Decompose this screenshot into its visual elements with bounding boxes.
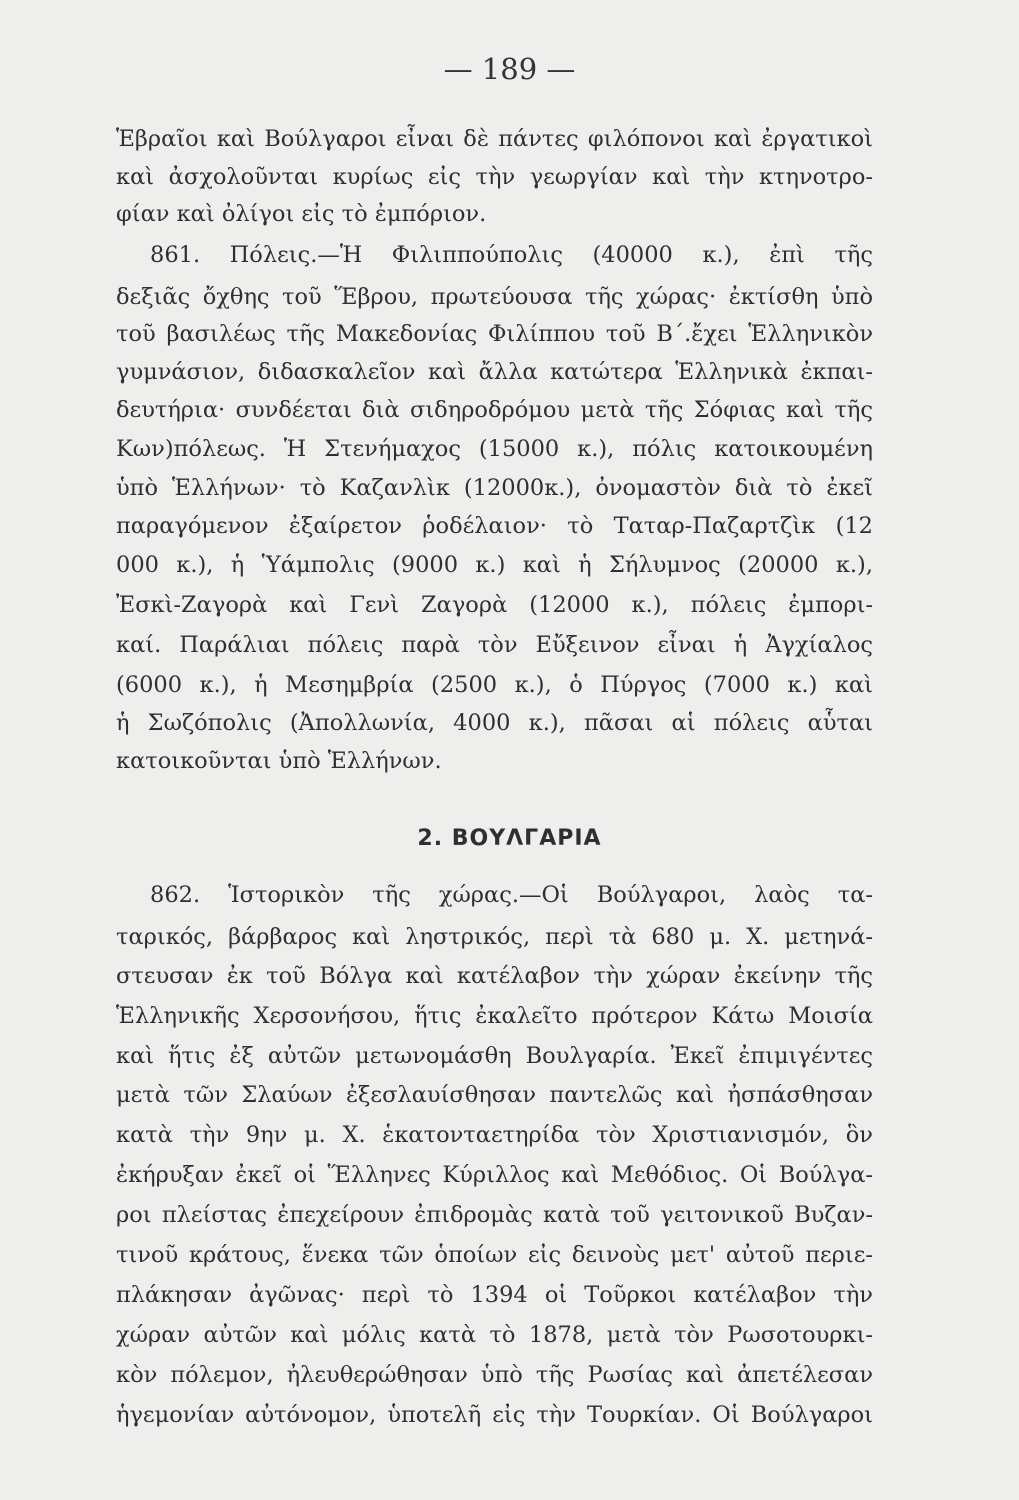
text-line: καὶ ἀσχολοῦνται κυρίως εἰς τὴν γεωργίαν καὶ τὴν κτηνοτρο- [116, 164, 873, 190]
text-line: ἡγεμονίαν αὐτόνομον, ὑποτελῆ εἰς τὴν Τουρκίαν. Οἱ Βούλγαροι [116, 1402, 873, 1428]
text-line: τοῦ βασιλέως τῆς Μακεδονίας Φιλίππου τοῦ Β΄.ἔχει Ἑλληνικὸν [116, 321, 873, 347]
text-line: δευτήρια· συνδέεται διὰ σιδηροδρόμου μετὰ τῆς Σόφιας καὶ τῆς [116, 397, 873, 423]
text-line: Ἑβραῖοι καὶ Βούλγαροι εἶναι δὲ πάντες φιλόπονοι καὶ ἐργατικοὶ [116, 126, 873, 152]
text-line: φίαν καὶ ὀλίγοι εἰς τὸ ἐμπόριον. [116, 201, 487, 227]
text-line: Κων)πόλεως. Ἡ Στενήμαχος (15000 κ.), πόλις κατοικουμένη [116, 436, 873, 462]
paragraph-862-first-line: 862. Ἱστορικὸν τῆς χώρας.—Οἱ Βούλγαροι, λαὸς τα- [150, 882, 873, 908]
text-line: στευσαν ἐκ τοῦ Βόλγα καὶ κατέλαβον τὴν χώραν ἐκείνην τῆς [116, 963, 873, 989]
section-heading: 2. ΒΟΥΛΓΑΡΙΑ [417, 826, 602, 851]
text-line: ροι πλείστας ἐπεχείρουν ἐπιδρομὰς κατὰ τοῦ γειτονικοῦ Βυζαν- [116, 1202, 873, 1228]
text-line: κὸν πόλεμον, ἠλευθερώθησαν ὑπὸ τῆς Ρωσίας καὶ ἀπετέλεσαν [116, 1362, 873, 1388]
text-line: (6000 κ.), ἡ Μεσημβρία (2500 κ.), ὁ Πύργος (7000 κ.) καὶ [116, 672, 873, 698]
text-line: κατοικοῦνται ὑπὸ Ἑλλήνων. [116, 748, 442, 774]
text-line: ὑπὸ Ἑλλήνων· τὸ Καζανλὶκ (12000κ.), ὀνομαστὸν διὰ τὸ ἐκεῖ [116, 475, 873, 501]
text-line: δεξιᾶς ὄχθης τοῦ Ἕβρου, πρωτεύουσα τῆς χώρας· ἐκτίσθη ὑπὸ [116, 284, 873, 310]
text-line: καί. Παράλιαι πόλεις παρὰ τὸν Εὔξεινον εἶναι ἡ Ἀγχίαλος [116, 632, 873, 658]
text-line: ἐκήρυξαν ἐκεῖ οἱ Ἕλληνες Κύριλλος καὶ Μεθόδιος. Οἱ Βούλγα- [116, 1162, 873, 1188]
text-line: Ἐσκὶ-Ζαγορὰ καὶ Γενὶ Ζαγορὰ (12000 κ.), πόλεις ἐμπορι- [116, 592, 873, 618]
text-line: 000 κ.), ἡ Ὑάμπολις (9000 κ.) καὶ ἡ Σήλυμνος (20000 κ.), [116, 552, 873, 578]
text-line: παραγόμενον ἐξαίρετον ῥοδέλαιον· τὸ Ταταρ-Παζαρτζὶκ (12 [116, 513, 873, 539]
text-line: καὶ ἥτις ἐξ αὐτῶν μετωνομάσθη Βουλγαρία. Ἐκεῖ ἐπιμιγέντες [116, 1043, 873, 1069]
text-line: τινοῦ κράτους, ἕνεκα τῶν ὁποίων εἰς δεινοὺς μετ' αὐτοῦ περιε- [116, 1242, 873, 1268]
text-line: πλάκησαν ἀγῶνας· περὶ τὸ 1394 οἱ Τοῦρκοι κατέλαβον τὴν [116, 1282, 873, 1308]
text-line: ταρικός, βάρβαρος καὶ ληστρικός, περὶ τὰ 680 μ. Χ. μετηνά- [116, 924, 873, 950]
text-line: γυμνάσιον, διδασκαλεῖον καὶ ἄλλα κατώτερα Ἑλληνικὰ ἐκπαι- [116, 359, 873, 385]
text-line: μετὰ τῶν Σλαύων ἐξεσλαυίσθησαν παντελῶς καὶ ἠσπάσθησαν [116, 1082, 873, 1108]
text-line: ἡ Σωζόπολις (Ἀπολλωνία, 4000 κ.), πᾶσαι αἱ πόλεις αὗται [116, 710, 873, 736]
text-line: κατὰ τὴν 9ην μ. Χ. ἑκατονταετηρίδα τὸν Χριστιανισμόν, ὃν [116, 1122, 873, 1148]
text-line: χώραν αὐτῶν καὶ μόλις κατὰ τὸ 1878, μετὰ τὸν Ρωσοτουρκι- [116, 1322, 873, 1348]
text-line: Ἑλληνικῆς Χερσονήσου, ἥτις ἐκαλεῖτο πρότερον Κάτω Μοισία [116, 1003, 873, 1029]
page-number: — 189 — [443, 52, 576, 86]
paragraph-861-first-line: 861. Πόλεις.—Ἡ Φιλιππούπολις (40000 κ.), ἐπὶ τῆς [150, 242, 873, 268]
